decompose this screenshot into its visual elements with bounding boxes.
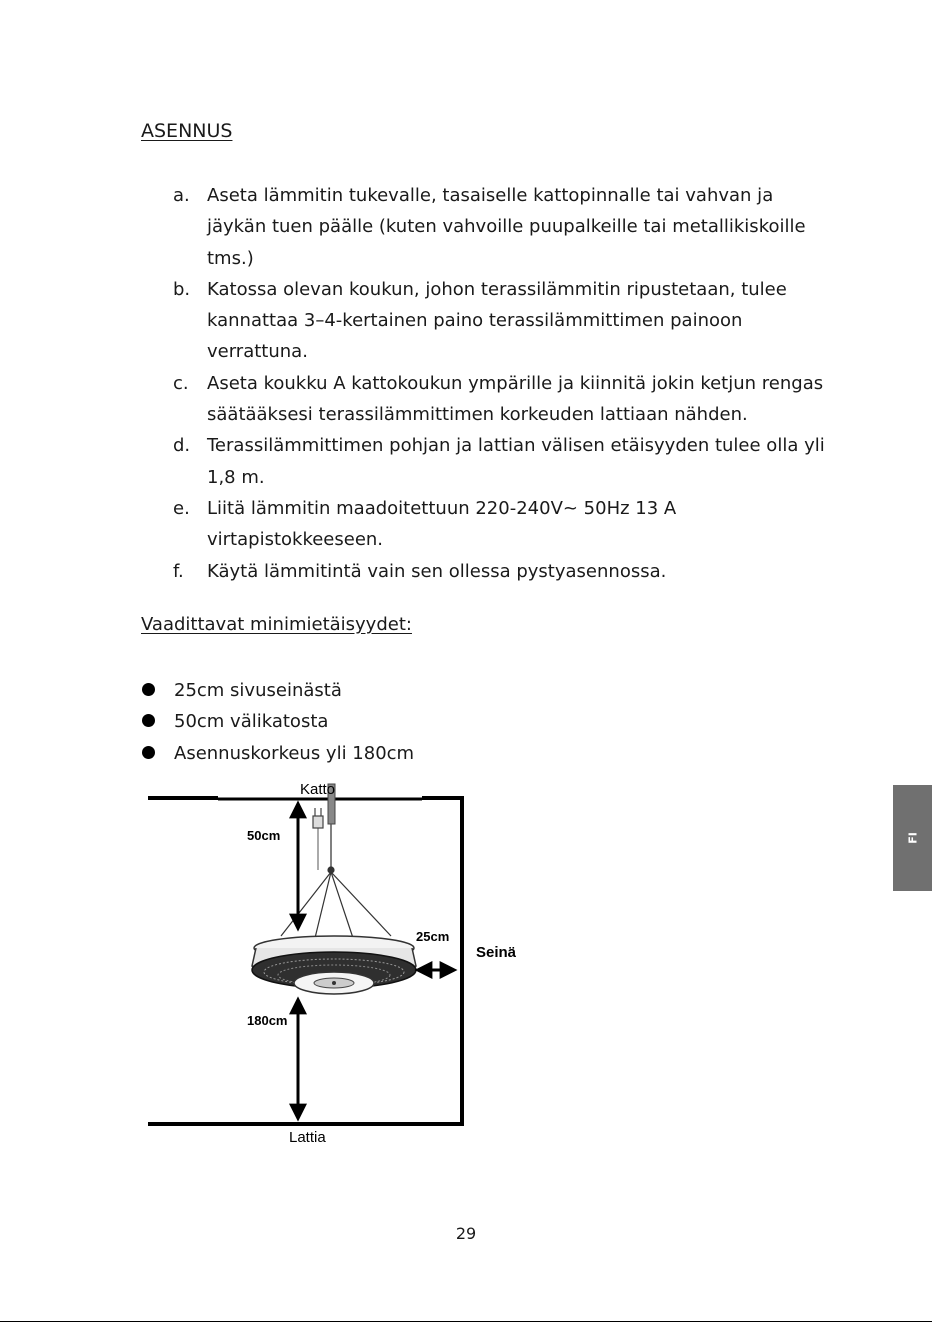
distance-text: Asennuskorkeus yli 180cm bbox=[174, 742, 415, 764]
step-item bbox=[173, 493, 833, 556]
step-text: Katossa olevan koukun, johon terassilämmitin ripustetaan, tulee kannattaa 3–4-kertainen paino terassilämmittimen painoon verrattuna. bbox=[207, 278, 787, 363]
step-item bbox=[173, 368, 833, 431]
floor-distance-label: 180cm bbox=[247, 1013, 288, 1028]
distance-list bbox=[141, 675, 641, 769]
step-text: Liitä lämmitin maadoitettuun 220-240V~ 50Hz 13 A virtapistokkeeseen. bbox=[207, 497, 677, 551]
step-item bbox=[173, 430, 833, 493]
distance-text: 25cm sivuseinästä bbox=[174, 680, 342, 701]
step-text: Käytä lämmitintä vain sen ollessa pystyasennossa. bbox=[207, 560, 667, 582]
step-item bbox=[173, 556, 833, 587]
step-item bbox=[173, 274, 833, 368]
step-marker: f. bbox=[173, 560, 184, 582]
step-marker: b. bbox=[173, 278, 191, 300]
installation-steps bbox=[173, 180, 833, 587]
distance-item bbox=[141, 675, 641, 706]
distances-heading: Vaadittavat minimietäisyydet: bbox=[141, 614, 412, 635]
step-text: Aseta lämmitin tukevalle, tasaiselle kattopinnalle tai vahvan ja jäykän tuen päälle (kuten vahvoille puupalkeille tai metallikiskoille tms.) bbox=[207, 185, 806, 269]
plug-icon bbox=[313, 808, 323, 828]
distance-text: 50cm välikatosta bbox=[174, 711, 329, 733]
step-text: Terassilämmittimen pohjan ja lattian välisen etäisyyden tulee olla yli 1,8 m. bbox=[207, 435, 825, 488]
bullet-icon bbox=[142, 714, 155, 727]
step-marker: d. bbox=[173, 435, 191, 457]
section-heading: ASENNUS bbox=[141, 120, 233, 142]
distance-item bbox=[141, 738, 641, 769]
ceiling-distance-label: 50cm bbox=[247, 828, 281, 843]
heater-icon bbox=[252, 936, 416, 994]
language-tab bbox=[893, 785, 932, 891]
wall-distance-label: 25cm bbox=[416, 929, 450, 944]
step-text: Aseta koukku A kattokoukun ympärille ja kiinnitä jokin ketjun rengas säätääksesi terassilämmittimen korkeuden lattiaan nähden. bbox=[207, 372, 824, 426]
step-marker: c. bbox=[173, 372, 189, 394]
wall-label: Seinä bbox=[476, 944, 517, 961]
bullet-icon bbox=[142, 683, 155, 696]
ceiling-label: Katto bbox=[300, 781, 336, 798]
installation-diagram bbox=[140, 778, 540, 1150]
distance-item bbox=[141, 706, 641, 737]
step-marker: a. bbox=[173, 185, 190, 206]
bullet-icon bbox=[142, 746, 155, 759]
language-tab-label: FI bbox=[906, 832, 919, 844]
step-marker: e. bbox=[173, 497, 190, 519]
step-item bbox=[173, 180, 833, 274]
page-number: 29 bbox=[455, 1224, 477, 1243]
floor-label: Lattia bbox=[289, 1129, 326, 1146]
bottom-rule bbox=[0, 1321, 932, 1322]
